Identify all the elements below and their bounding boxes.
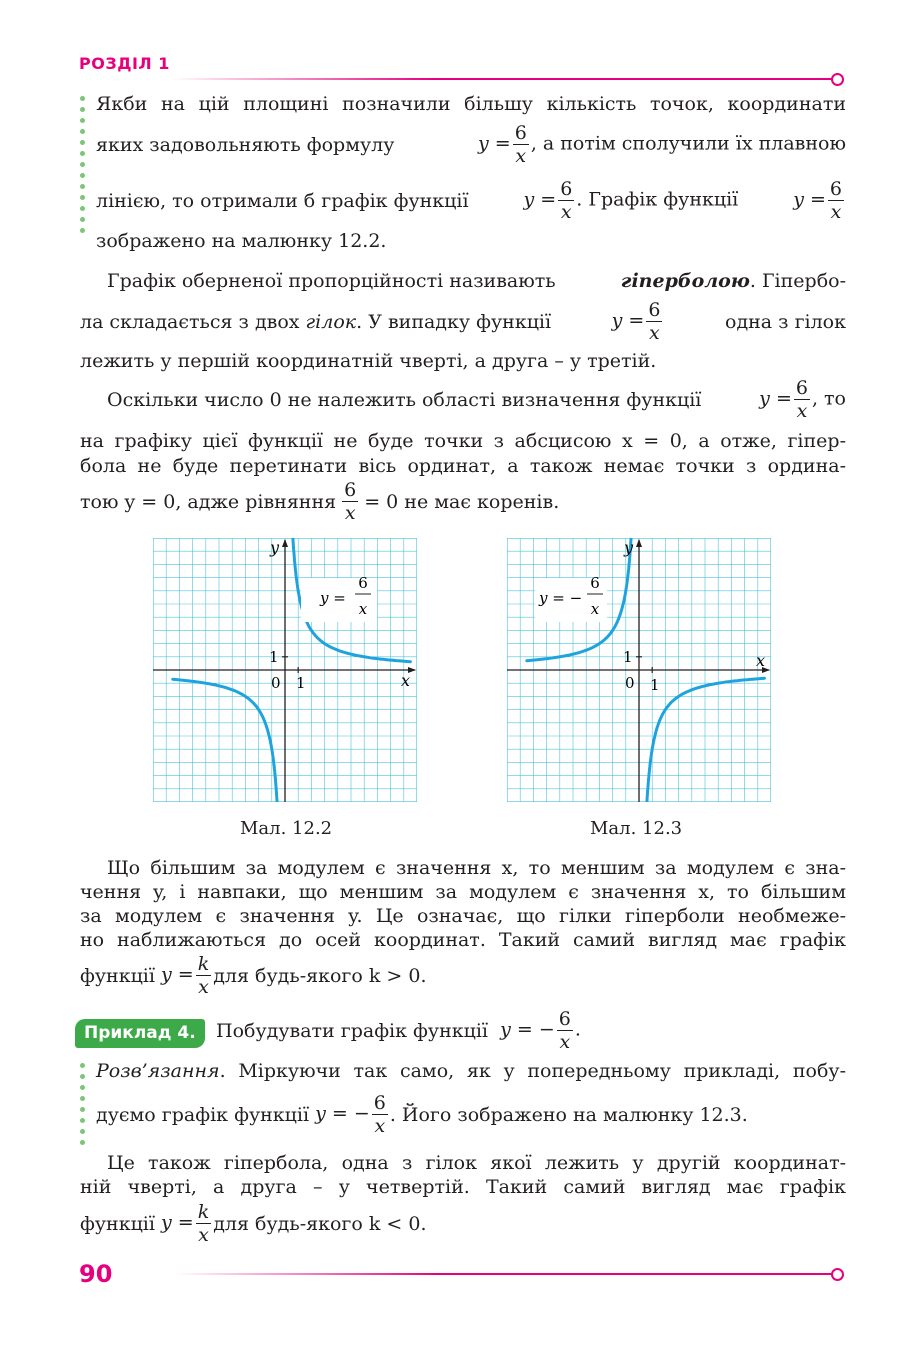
axis-label-y: y [624,538,634,557]
p4-line5: функції y = $\frac{k}{x}$ для будь-якого k > 0. [80,953,427,998]
formula-numerator: 6 [358,574,368,592]
figure-12-2-graph [153,538,417,802]
p5-line2: ній чверті, а друга – у четвертій. Такий самий вигляд має графік [80,1176,846,1198]
fraction-6-x: $\frac{6}{x}$ [344,479,357,524]
formula-label: y = [320,589,346,607]
page-number: 90 [79,1260,113,1288]
p5-line1: Це також гіпербола, одна з гілок якої лежить у другій координат- [107,1152,846,1174]
example-task: Побудувати графік функції y = − $\frac{6}{x}$ . [216,1008,581,1053]
p4-line1: Що більшим за модулем є значення x, то меншим за модулем є зна- [107,857,846,879]
figure-12-3-caption: Мал. 12.3 [590,818,683,839]
formula-y-k-x: y = $\frac{k}{x}$ [161,953,210,998]
header-rule-end [831,73,844,86]
header-rule [170,78,832,80]
formula-y-6-x: y = $\frac{6}{x}$ [793,178,842,223]
p1-line2 [96,122,846,167]
origin-label: 0 [271,674,281,692]
figure-12-2-caption: Мал. 12.2 [240,818,333,839]
footer-rule [175,1273,832,1275]
formula-numerator: 6 [590,574,600,592]
solution-line2: дуємо графік функції y = − $\frac{6}{x}$ . Його зображено на малюнку 12.3. [96,1092,748,1137]
p4-line3: за модулем є значення y. Це означає, що гілки гіперболи необмеже- [80,905,846,927]
p4-line4: но наближаються до осей координат. Такий самий вигляд має графік [80,929,846,951]
p3-line4: тою y = 0, адже рівняння $\frac{6}{x}$ = 0 не має коренів. [80,479,560,524]
formula-denominator: x [358,600,368,618]
p4-line2: чення y, і навпаки, що меншим за модулем є значення x, то більшим [80,881,846,903]
formula-denominator: x [590,600,600,618]
p1-line1: Якби на цій площині позначили більшу кількість точок, координати [96,93,846,115]
tick-label-y-1: 1 [269,648,279,666]
p3-line2: на графіку цієї функції не буде точки з абсцисою x = 0, а отже, гіпер- [80,430,846,452]
formula-y-k-x: y = $\frac{k}{x}$ [161,1201,210,1246]
footer-rule-end [831,1268,844,1281]
formula-y-minus-6-x: y = − $\frac{6}{x}$ . [500,1008,581,1053]
tick-label-x-1: 1 [650,676,660,694]
hyperbola-branch [173,679,279,802]
axis-label-x: x [401,671,411,690]
formula-y-6-x: y = $\frac{6}{x}$ [611,299,661,344]
example-badge: Приклад 4. [75,1019,205,1048]
tick-label-y-1: 1 [623,648,633,666]
formula-y-6-x: y = $\frac{6}{x}$ , то [759,377,846,422]
y-axis-arrow [636,539,642,547]
p1-line2-text: яких задовольняють формулу [96,133,395,156]
p1-line3 [96,178,846,223]
p3-line1: Оскільки число 0 не належить області визначення функції y = $\frac{6}{x}$ , то [107,377,846,422]
p1-line3-text: лінією, то отримали б графік функції [96,189,469,212]
origin-label: 0 [625,674,635,692]
p2-line1: Графік оберненої пропорційності називають гіперболою. Гіпербо- [107,270,846,292]
margin-dots-top [80,96,86,239]
section-label: РОЗДІЛ 1 [79,54,170,73]
p2-line3: лежить у першій координатній чверті, а друга – у третій. [80,350,657,372]
p3-line3: бола не буде перетинати вісь ординат, а також немає точки з ордина- [80,455,846,477]
p2-line2: ла складається з двох гілок. У випадку функції y = $\frac{6}{x}$ одна з гілок [80,299,846,344]
p1-line4: зображено на малюнку 12.2. [96,230,387,252]
formula-y-6-x: y = $\frac{6}{x}$ . Графік функції [523,178,739,223]
formula-y-6-x: y = $\frac{6}{x}$ , а потім сполучили їх плавною [478,122,846,167]
p5-line3: функції y = $\frac{k}{x}$ для будь-якого k < 0. [80,1201,427,1246]
margin-dots-solution [80,1063,86,1151]
formula-y-minus-6-x: y = − $\frac{6}{x}$ [315,1092,386,1137]
axis-label-y: y [270,538,280,557]
figure-12-3-graph [507,538,771,802]
y-axis-arrow [282,539,288,547]
tick-label-x-1: 1 [296,674,306,692]
solution-line1: Розв’язання . Міркуючи так само, як у попередньому прикладі, побу- [96,1060,846,1082]
axis-label-x: x [756,651,766,670]
formula-label: y = − [539,589,583,607]
